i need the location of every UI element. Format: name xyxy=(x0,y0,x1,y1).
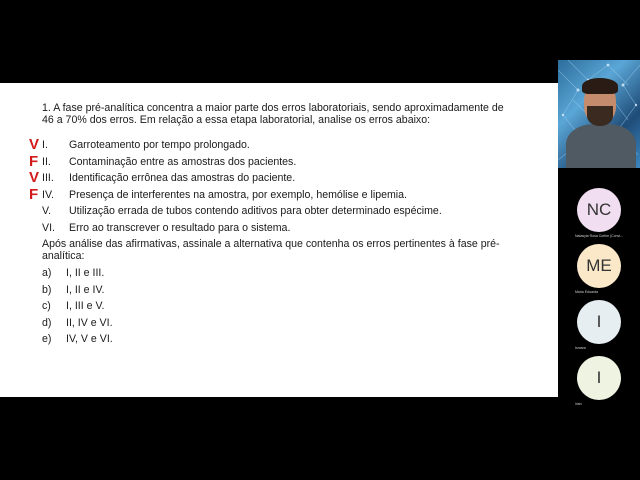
speaker-body xyxy=(566,124,636,168)
speaker-beard xyxy=(587,106,613,126)
shared-slide xyxy=(0,83,558,397)
handwritten-mark: V xyxy=(29,136,40,153)
speaker-video[interactable] xyxy=(558,60,640,168)
option-text: I, II e III. xyxy=(66,267,105,279)
statement-item xyxy=(42,170,295,186)
statement-number: V. xyxy=(42,205,52,217)
participant-avatar[interactable]: I xyxy=(577,356,621,400)
option-letter: b) xyxy=(42,283,52,296)
statement-text: Erro ao transcrever o resultado para o sistema. xyxy=(69,221,291,234)
statement-text: Garroteamento por tempo prolongado. xyxy=(69,139,250,151)
handwritten-mark: F xyxy=(29,185,39,203)
question-text: 1. A fase pré-analítica concentra a maior parte dos erros laboratoriais, sendo aproximadamente de 46 a 70% dos erros. Em relação a essa etapa laboratorial, analise os erros abaixo: xyxy=(42,102,504,126)
participant-avatar[interactable]: I xyxy=(577,300,621,344)
handwritten-mark: F xyxy=(29,152,39,170)
participant-avatar[interactable]: NC xyxy=(577,188,621,232)
statement-text: Contaminação entre as amostras dos pacientes. xyxy=(69,155,297,168)
statement-item xyxy=(42,137,250,153)
answer-option xyxy=(42,315,113,331)
option-text: I, III e V. xyxy=(66,300,105,312)
handwritten-mark: V xyxy=(29,169,40,186)
speaker-hair xyxy=(582,78,618,94)
statement-item xyxy=(42,187,407,203)
statement-text: Presença de interferentes na amostra, por exemplo, hemólise e lipemia. xyxy=(69,188,407,201)
answer-option xyxy=(42,298,104,314)
option-text: II, IV e VI. xyxy=(66,316,113,329)
statement-item xyxy=(42,154,296,170)
statement-item xyxy=(42,203,442,219)
option-text: I, II e IV. xyxy=(66,283,105,296)
option-letter: c) xyxy=(42,300,51,312)
participant-name: irian xyxy=(575,402,582,406)
option-letter: d) xyxy=(42,316,52,329)
statement-number: III. xyxy=(42,172,54,184)
statement-number: IV. xyxy=(42,188,54,201)
answer-option xyxy=(42,265,104,281)
participant-name: Ismara xyxy=(575,346,586,350)
option-letter: a) xyxy=(42,267,52,279)
statement-number: VI. xyxy=(42,221,55,234)
instruction-text: Após análise das afirmativas, assinale a alternativa que contenha os erros pertinentes à fase pré-analítica: xyxy=(42,238,500,262)
statement-number: I. xyxy=(42,139,48,151)
answer-option xyxy=(42,282,104,298)
statement-text: Identificação errônea das amostras do paciente. xyxy=(69,172,296,184)
option-letter: e) xyxy=(42,333,52,345)
participant-name: Maria Eduarda xyxy=(575,290,598,294)
statement-text: Utilização errada de tubos contendo aditivos para obter determinado espécime. xyxy=(69,205,442,217)
answer-option xyxy=(42,331,113,347)
option-text: IV, V e VI. xyxy=(66,333,113,345)
statement-item xyxy=(42,220,290,236)
statement-number: II. xyxy=(42,155,51,168)
participant-name: Natasyla Rosa Cotrim (Convi... xyxy=(575,234,624,238)
participant-avatar[interactable]: ME xyxy=(577,244,621,288)
